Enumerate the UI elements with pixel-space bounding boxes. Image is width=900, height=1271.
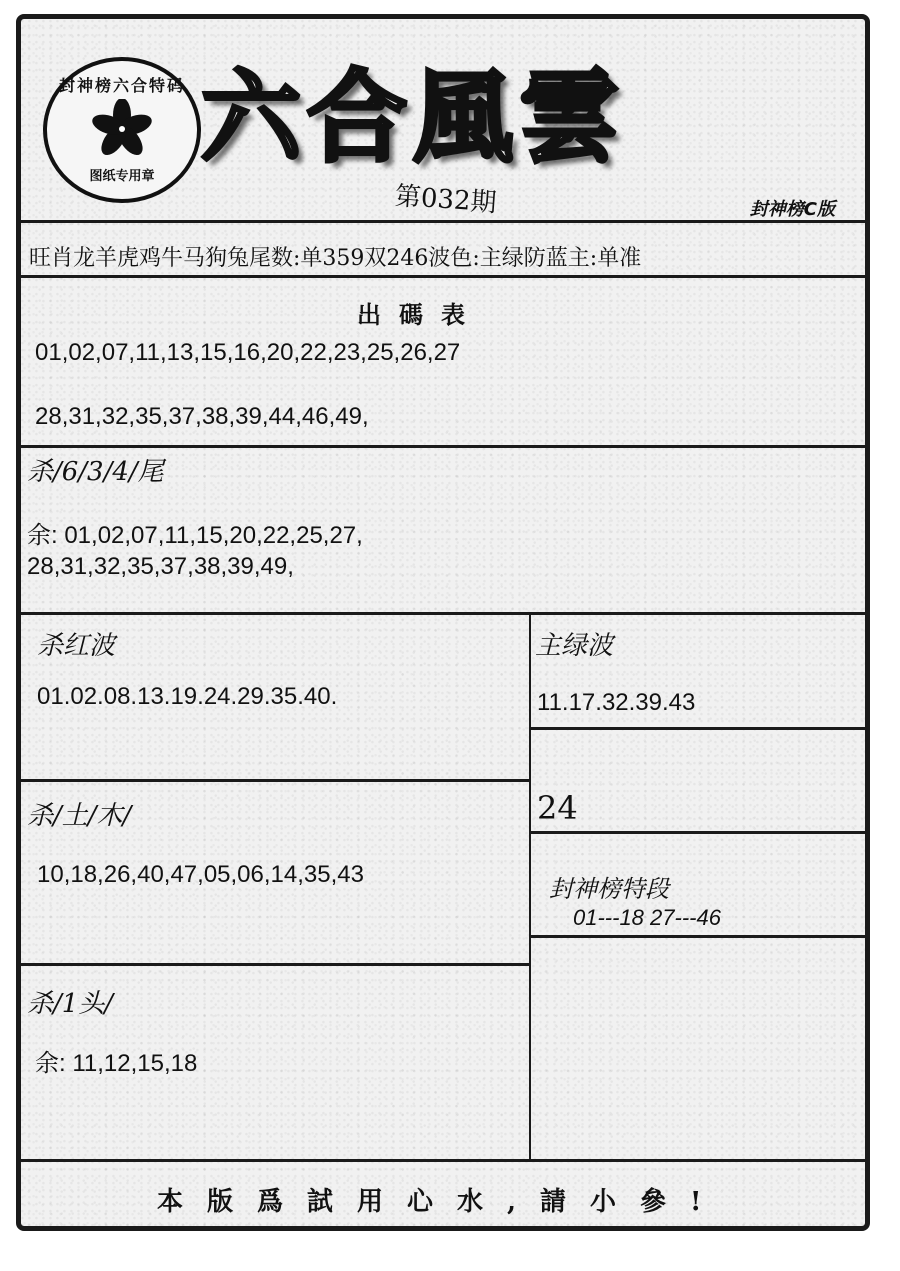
seal-bottom-text: 图纸专用章	[89, 169, 155, 184]
seal-ring-text: 封神榜六合特码	[58, 76, 185, 95]
draw-table-title: 出碼表	[357, 300, 483, 329]
issue-number: 第032期	[393, 181, 498, 219]
bauhinia-icon	[92, 99, 152, 159]
divider	[531, 727, 865, 730]
divider	[531, 935, 865, 938]
kill-element-numbers: 10,18,26,40,47,05,06,14,35,43	[37, 861, 364, 888]
edition-label: 封神榜C版	[749, 199, 835, 220]
kill-red-numbers: 01.02.08.13.19.24.29.35.40.	[37, 683, 338, 710]
kill-tail-line2: 28,31,32,35,37,38,39,49,	[27, 553, 294, 580]
divider	[21, 1159, 865, 1162]
main-green-numbers: 11.17.32.39.43	[537, 689, 696, 716]
divider	[21, 779, 531, 782]
divider	[21, 220, 865, 223]
page-title: 六合風雲	[201, 58, 625, 176]
kill-head-numbers: 余: 11,12,15,18	[35, 1050, 198, 1077]
column-divider	[529, 614, 531, 1160]
kill-tail-label: 杀/6/3/4/尾	[27, 457, 164, 487]
kill-element-label: 杀/土/木/	[27, 801, 132, 831]
draw-table-line2: 28,31,32,35,37,38,39,44,46,49,	[35, 403, 369, 430]
divider	[21, 963, 531, 966]
kill-red-label: 杀红波	[37, 631, 116, 661]
kill-head-label: 杀/1头/	[27, 989, 114, 1019]
divider	[21, 612, 865, 615]
divider	[21, 275, 865, 278]
seal-stamp	[43, 57, 201, 203]
divider	[531, 831, 865, 834]
footer-note: 本版爲試用心水,請小參!	[157, 1187, 726, 1217]
draw-table-line1: 01,02,07,11,13,15,16,20,22,23,25,26,27	[35, 339, 461, 366]
special-section-label: 封神榜特段	[549, 875, 669, 903]
lottery-sheet	[16, 14, 870, 1231]
summary-line: 旺肖龙羊虎鸡牛马狗兔尾数:单359双246波色:主绿防蓝主:单准	[29, 246, 642, 271]
divider	[21, 445, 865, 448]
kill-tail-line1: 余: 01,02,07,11,15,20,22,25,27,	[27, 522, 363, 549]
single-number: 24	[537, 789, 578, 827]
main-green-label: 主绿波	[535, 631, 614, 661]
special-section-range: 01---18 27---46	[573, 905, 721, 930]
